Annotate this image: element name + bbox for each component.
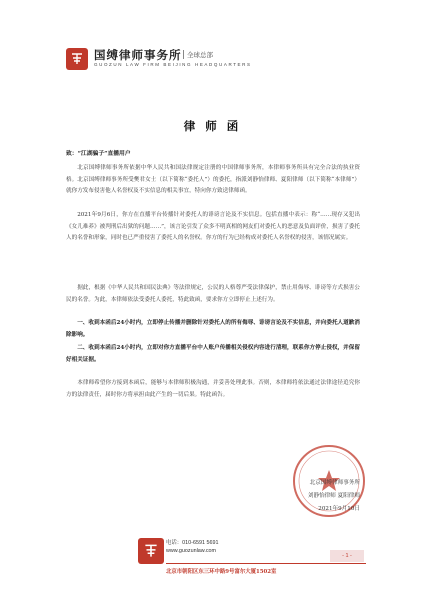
signature-date: 2021年9月10日 <box>318 506 360 512</box>
paragraph-basis: 据此，根据《中华人民共和国民法典》等法律规定，公民的人格尊严受法律保护，禁止用侮辱、诽谤等方式损害公民的名誉。为此，本律师依法受委托人委托，特此致函，要求你方立即停止上述行为。 <box>66 285 360 303</box>
addressee: 致：“江湖骗子”直播用户 <box>66 151 131 157</box>
footer-address: 北京市朝阳区东三环中路9号富尔大厦1502室 <box>166 569 277 575</box>
paragraph-intro: 北京国缚律师事务所依据中华人民共和国法律规定注册的中国律师事务所，本律师事务所具有完全合法的执业资格。北京国缚律师事务所受樊君女士（以下简称“委托人”）的委托，指派刘静怡律师、夏阳律师（以下简称“本律师”）就你方发布侵害他人名誉权及不实信息的相关事宜，特向你方致送律师函。 <box>66 165 360 195</box>
demand-2: 二、收到本函后24小时内，立即对你方直播平台中人账户传播相关侵权内容进行清理，联系你方停止侵权，并保留好相关证据。 <box>66 345 360 363</box>
firm-logo-icon <box>66 48 88 70</box>
firm-name-en: GUOZUN LAW FIRM BEIJING HEADQUARTERS <box>94 62 252 67</box>
paragraph-facts: 2021年9月6日，你方在直播平台传播针对委托人的诽谤言论及不实信息。包括直播中表示：称“……现存又犯出《女儿难养》被判刑后出狱的问题……”，该言论引发了众多不明真相的网友们对委托人的恶意及负面评价，损害了委托人的名誉和形象，同时也已严重侵害了委托人的名誉权。你方的行为已经构成对委托人名誉权的侵害，该情况属实。 <box>66 212 360 242</box>
signature-firm: 北京国缚律师事务所 <box>309 480 360 486</box>
footer-divider <box>166 563 366 564</box>
footer-seal-glyph-icon <box>142 542 160 560</box>
footer-website[interactable]: www.guozunlaw.com <box>166 548 217 554</box>
letter-title: 律 师 函 <box>183 119 242 133</box>
signature-lawyers: 刘静怡律师 夏阳律师 <box>307 493 360 499</box>
firm-tag: 全球总部 <box>183 50 213 59</box>
page-number: - 1 - <box>330 550 364 562</box>
seal-glyph-icon <box>69 51 85 67</box>
footer-phone: 电话：010-6591 5691 <box>166 540 219 546</box>
footer-logo-icon <box>138 538 164 564</box>
demand-1: 一、收到本函后24小时内，立即停止传播并删除针对委托人的所有侮辱、诽谤言论及不实信息，并向委托人道歉消除影响。 <box>66 320 360 338</box>
firm-name-cn: 国缚律师事务所 <box>94 48 182 62</box>
letterhead <box>0 0 425 80</box>
paragraph-closing: 本律师希望你方接到本函后，能够与本律师积极沟通，并妥善处理此事。否则，本律师将依法通过法律途径追究你方的法律责任，届时你方将承担由此产生的一切后果。特此函告。 <box>66 380 360 398</box>
